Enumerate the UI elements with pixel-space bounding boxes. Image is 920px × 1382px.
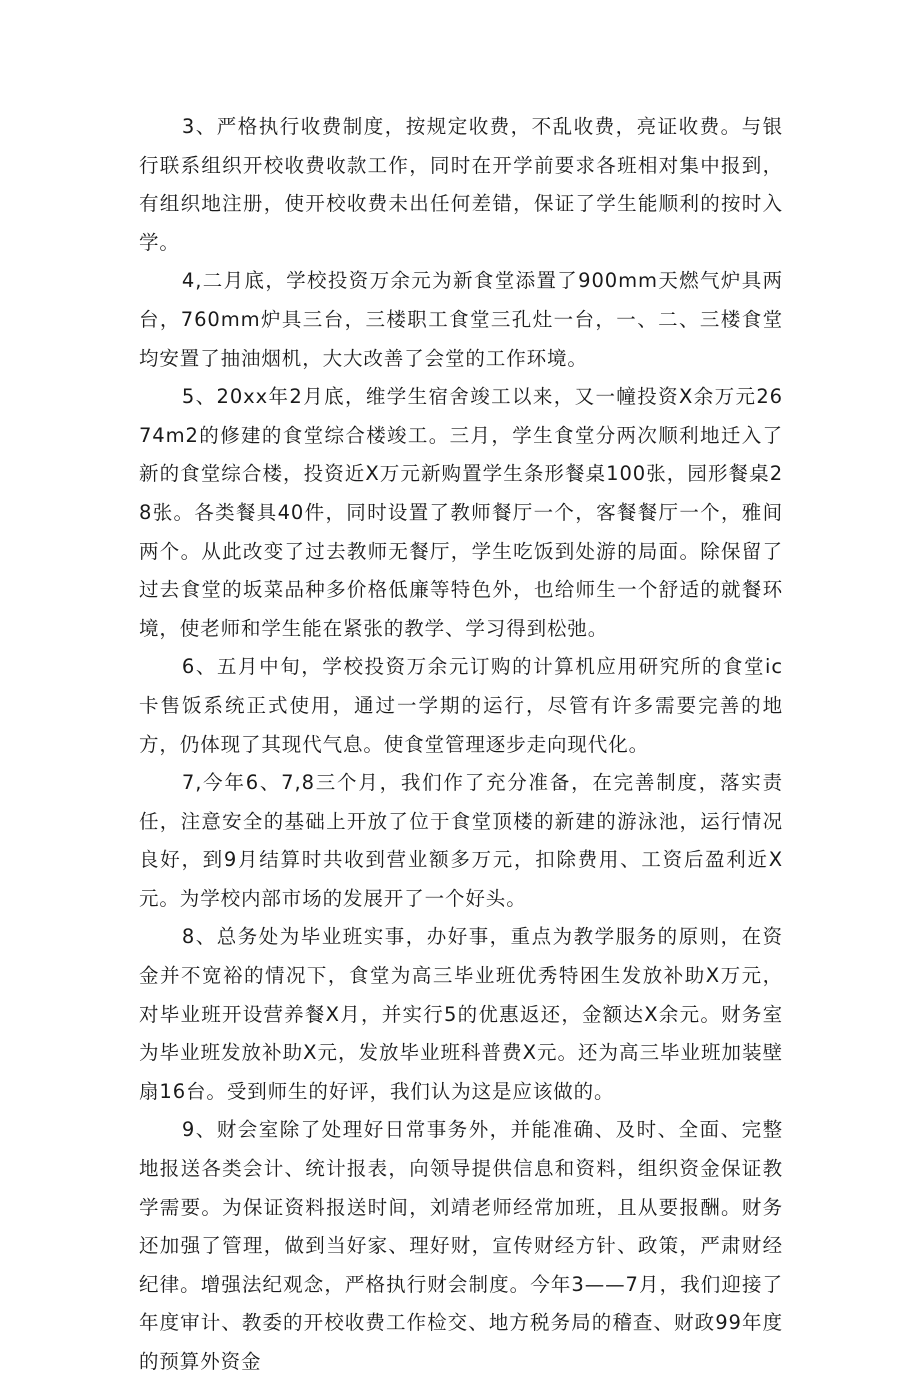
document-body (139, 108, 783, 1382)
paragraph-7-swimming-pool: 7,今年6、7,8三个月，我们作了充分准备，在完善制度，落实责任，注意安全的基础上开放了位于食堂顶楼的新建的游泳池，运行情况良好，到9月结算时共收到营业额多万元，扣除费用、工资后盈利近X元。为学校内部市场的发展开了一个好头。 (139, 771, 783, 910)
paragraph-3-fee-policy: 3、严格执行收费制度，按规定收费，不乱收费，亮证收费。与银行联系组织开校收费收款工作，同时在开学前要求各班相对集中报到，有组织地注册，使开校收费未出任何差错，保证了学生能顺利的按时入学。 (139, 115, 783, 254)
paragraph-8-graduating-class-support: 8、总务处为毕业班实事，办好事，重点为教学服务的原则，在资金并不宽裕的情况下，食堂为高三毕业班优秀特困生发放补助X万元，对毕业班开设营养餐X月，并实行5的优惠返还，金额达X余元。财务室为毕业班发放补助X元，发放毕业班科普费X元。还为高三毕业班加装壁扇16台。受到师生的好评，我们认为这是应该做的。 (139, 925, 783, 1103)
paragraph-5-canteen-building: 5、20xx年2月底，维学生宿舍竣工以来，又一幢投资X余万元2674m2的修建的食堂综合楼竣工。三月，学生食堂分两次顺利地迁入了新的食堂综合楼，投资近X万元新购置学生条形餐桌100张，园形餐桌28张。各类餐具40件，同时设置了教师餐厅一个，客餐餐厅一个，雅间两个。从此改变了过去教师无餐厅，学生吃饭到处游的局面。除保留了过去食堂的坂菜品种多价格低廉等特色外，也给师生一个舒适的就餐环境，使老师和学生能在紧张的教学、学习得到松弛。 (139, 385, 783, 640)
paragraph-6-ic-card-system: 6、五月中旬，学校投资万余元订购的计算机应用研究所的食堂ic卡售饭系统正式使用，通过一学期的运行，尽管有许多需要完善的地方，仍体现了其现代气息。使食堂管理逐步走向现代化。 (139, 655, 783, 756)
paragraph-4-kitchen-equipment: 4,二月底，学校投资万余元为新食堂添置了900mm天燃气炉具两台，760mm炉具三台，三楼职工食堂三孔灶一台，一、二、三楼食堂均安置了抽油烟机，大大改善了会堂的工作环境。 (139, 269, 783, 370)
paragraph-9-finance-office: 9、财会室除了处理好日常事务外，并能准确、及时、全面、完整地报送各类会计、统计报表，向领导提供信息和资料，组织资金保证教学需要。为保证资料报送时间，刘靖老师经常加班，且从要报酬。财务还加强了管理，做到当好家、理好财，宣传财经方针、政策，严肃财经纪律。增强法纪观念，严格执行财会制度。今年3——7月，我们迎接了年度审计、教委的开校收费工作检交、地方税务局的稽查、财政99年度的预算外资金 (139, 1118, 783, 1373)
